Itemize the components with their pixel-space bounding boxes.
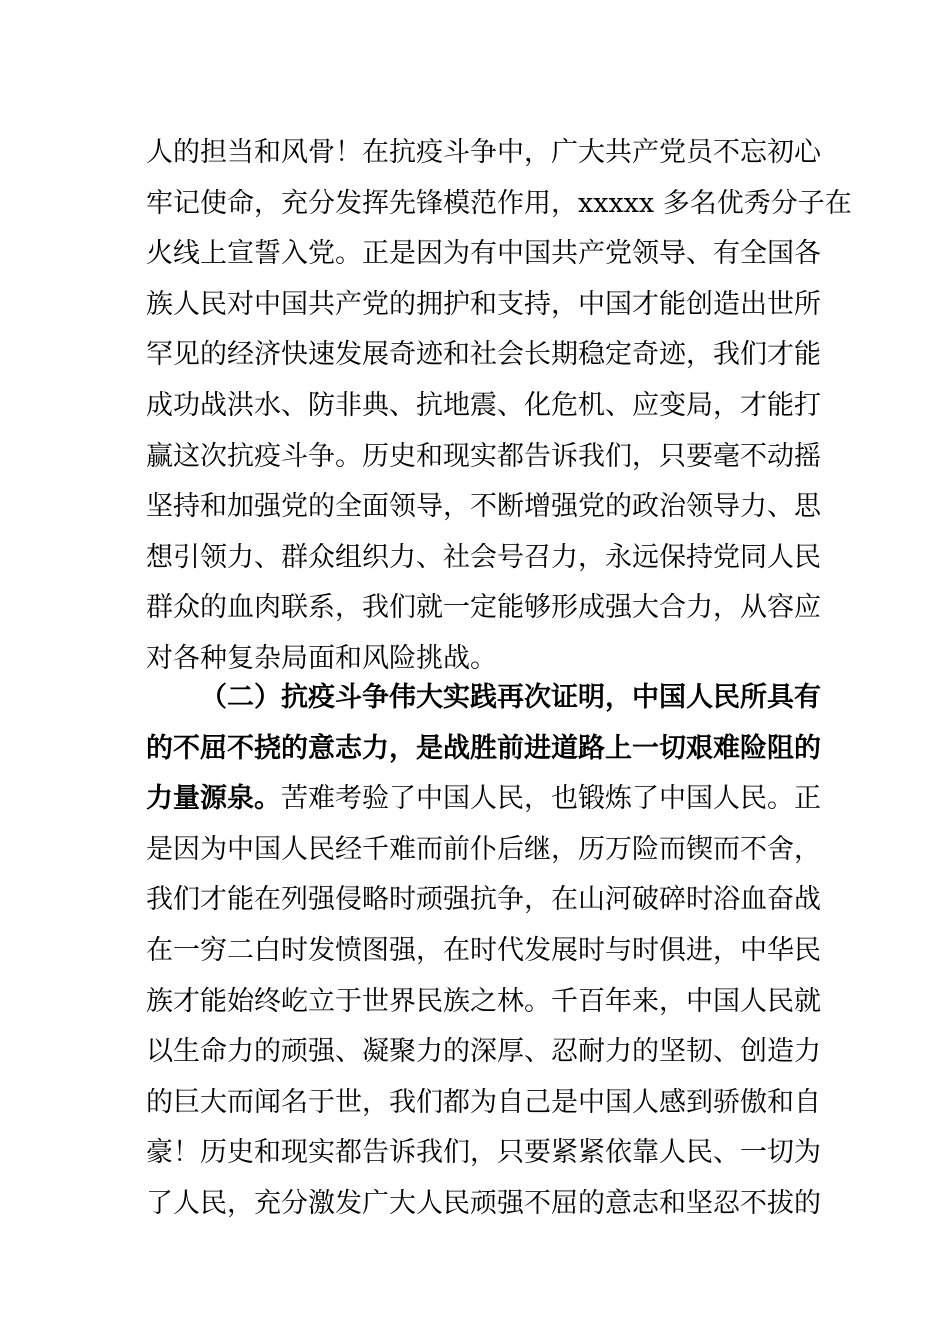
text-line: 罕见的经济快速发展奇迹和社会长期稳定奇迹，我们才能 <box>146 339 821 371</box>
text-line: 群众的血肉联系，我们就一定能够形成强大合力，从容应 <box>146 592 821 624</box>
text-line: 对各种复杂局面和风险挑战。 <box>146 642 497 674</box>
paragraph-1 <box>146 128 852 685</box>
text-line: 以生命力的顽强、凝聚力的深厚、忍耐力的坚韧、创造力 <box>146 1036 821 1068</box>
text-line: 我们才能在列强侵略时顽强抗争，在山河破碎时浴血奋战 <box>146 884 821 916</box>
text-line: 牢记使命，充分发挥先锋模范作用，xxxxx 多名优秀分子在 <box>146 187 852 219</box>
text-line: 在一穷二白时发愤图强，在时代发展时与时俱进，中华民 <box>146 934 821 966</box>
text-line: 人的担当和风骨！在抗疫斗争中，广大共产党员不忘初心 <box>146 137 821 168</box>
text-line: 了人民，充分激发广大人民顽强不屈的意志和坚忍不拔的 <box>146 1187 821 1219</box>
section-heading-tail: 力量源泉。 <box>146 783 281 815</box>
section-heading-line: （二）抗疫斗争伟大实践再次证明，中国人民所具有 <box>200 682 821 713</box>
text-line <box>146 774 821 825</box>
text-line: 想引领力、群众组织力、社会号召力，永远保持党同人民 <box>146 541 821 573</box>
text-line: 是因为中国人民经千难而前仆后继，历万险而锲而不舍， <box>146 833 821 865</box>
text-line: 坚持和加强党的全面领导，不断增强党的政治领导力、思 <box>146 491 821 523</box>
text-line: 豪！历史和现实都告诉我们，只要紧紧依靠人民、一切为 <box>146 1137 821 1169</box>
text-line: 族才能始终屹立于世界民族之林。千百年来，中国人民就 <box>146 985 821 1017</box>
section-heading-line: 的不屈不挠的意志力，是战胜前进道路上一切艰难险阻的 <box>146 732 821 764</box>
text-line: 火线上宣誓入党。正是因为有中国共产党领导、有全国各 <box>146 238 821 270</box>
text-line: 赢这次抗疫斗争。历史和现实都告诉我们，只要毫不动摇 <box>146 440 821 472</box>
text-line: 族人民对中国共产党的拥护和支持，中国才能创造出世所 <box>146 288 821 320</box>
paragraph-2 <box>146 673 821 1230</box>
text-fragment: 苦难考验了中国人民，也锻炼了中国人民。正 <box>281 783 821 815</box>
text-line: 的巨大而闻名于世，我们都为自己是中国人感到骄傲和自 <box>146 1086 821 1118</box>
text-line: 成功战洪水、防非典、抗地震、化危机、应变局，才能打 <box>146 389 821 421</box>
